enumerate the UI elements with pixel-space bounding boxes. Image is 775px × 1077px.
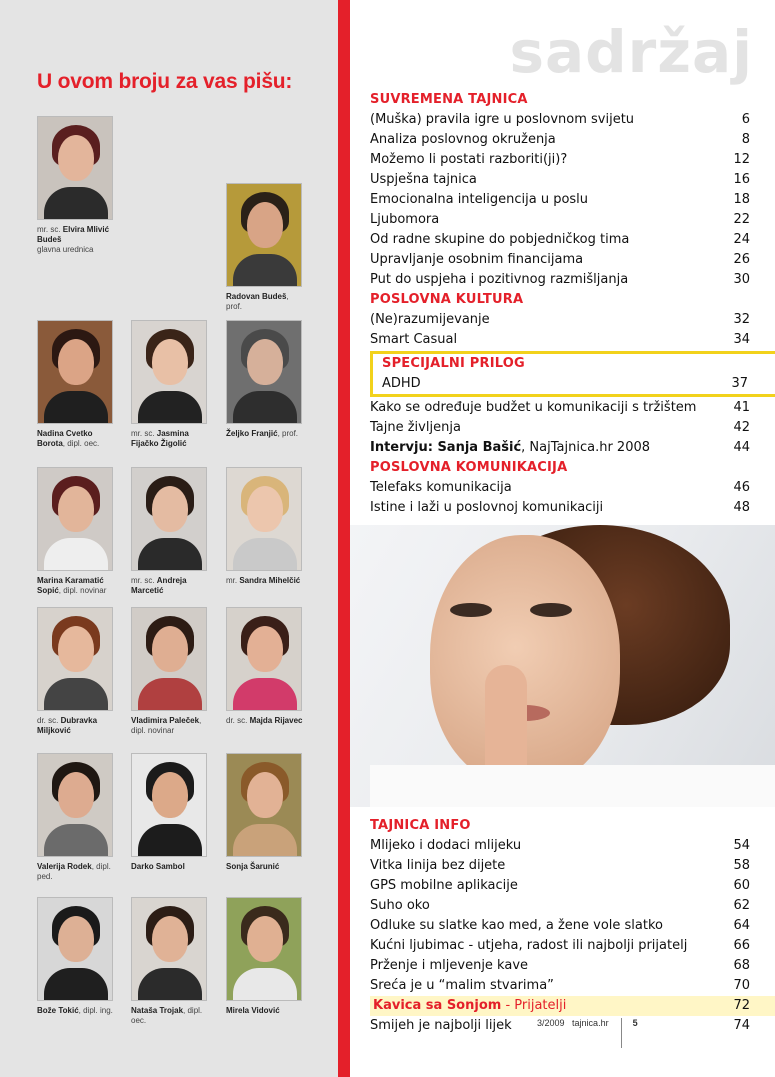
toc-entry[interactable]: (Ne)razumijevanje 32 [370, 312, 750, 327]
toc-entry[interactable]: Sreća je u “malim stvarima” 70 [370, 978, 750, 993]
toc-entry[interactable]: Prženje i mljevenje kave 68 [370, 958, 750, 973]
toc-entry[interactable]: Ljubomora 22 [370, 212, 750, 227]
toc-entry[interactable]: Suho oko 62 [370, 898, 750, 913]
contributor: dr. sc. Majda Rijavec [226, 607, 304, 726]
toc-entry[interactable]: Od radne skupine do pobjedničkog tima 24 [370, 232, 750, 247]
contributor-photo [131, 897, 207, 1001]
toc-entry[interactable]: Kućni ljubimac - utjeha, radost ili najbolji prijatelj 66 [370, 938, 750, 953]
contributor-photo [131, 467, 207, 571]
hero-photo-shush [350, 525, 775, 807]
section-title: TAJNICA INFO [370, 818, 471, 833]
contributor-photo [37, 320, 113, 424]
contributor: mr. sc. Elvira Mlivić Budeš glavna urednica [37, 116, 115, 255]
contributor: Sonja Šarunić [226, 753, 304, 872]
contributor: Mirela Vidović [226, 897, 304, 1016]
contributor-photo [226, 467, 302, 571]
toc-entry[interactable]: Tajne življenja 42 [370, 420, 750, 435]
contributor: mr. Sandra Mihelčić [226, 467, 304, 586]
contributor: Vladimira Paleček, dipl. novinar [131, 607, 209, 736]
toc-entry[interactable]: Uspješna tajnica 16 [370, 172, 750, 187]
contributor-photo [37, 607, 113, 711]
contributor-photo [131, 320, 207, 424]
contents-heading: sadržaj [509, 18, 753, 86]
toc-entry[interactable]: Emocionalna inteligencija u poslu 18 [370, 192, 750, 207]
contributor: Nataša Trojak, dipl. oec. [131, 897, 209, 1026]
contributor: Nadina Cvetko Borota, dipl. oec. [37, 320, 115, 449]
toc-entry[interactable]: Analiza poslovnog okruženja 8 [370, 132, 750, 147]
contributor-photo [226, 753, 302, 857]
toc-entry[interactable]: Put do uspjeha i pozitivnog razmišljanja 30 [370, 272, 750, 287]
page-footer [537, 1018, 638, 1048]
contributor: Željko Franjić, prof. [226, 320, 304, 439]
site-label: tajnica.hr [572, 1018, 609, 1028]
toc-entry[interactable]: Istine i laži u poslovnoj komunikaciji 48 [370, 500, 750, 515]
toc-entry[interactable]: Smijeh je najbolji lijek 74 [370, 1018, 750, 1033]
toc-entry-highlighted[interactable]: Kavica sa Sonjom - Prijatelji 72 [370, 996, 775, 1016]
toc-entry[interactable]: Vitka linija bez dijete 58 [370, 858, 750, 873]
contributor-photo [226, 607, 302, 711]
toc-entry[interactable]: (Muška) pravila igre u poslovnom svijetu 6 [370, 112, 750, 127]
toc-entry[interactable]: GPS mobilne aplikacije 60 [370, 878, 750, 893]
section-title: POSLOVNA KULTURA [370, 292, 524, 307]
contributor-photo [131, 753, 207, 857]
contributor-photo [37, 467, 113, 571]
toc-entry[interactable]: ADHD 37 [382, 376, 748, 391]
contributor-photo [37, 116, 113, 220]
contributor: mr. sc. Andreja Marcetić [131, 467, 209, 596]
toc-entry[interactable]: Kako se određuje budžet u komunikaciji s tržištem 41 [370, 400, 750, 415]
toc-entry[interactable]: Smart Casual 34 [370, 332, 750, 347]
contributor-photo [37, 753, 113, 857]
section-title: SUVREMENA TAJNICA [370, 92, 528, 107]
toc-entry[interactable]: Upravljanje osobnim financijama 26 [370, 252, 750, 267]
contributor-photo [226, 320, 302, 424]
contributor-photo [226, 897, 302, 1001]
contributor-photo [37, 897, 113, 1001]
section-title: POSLOVNA KOMUNIKACIJA [370, 460, 568, 475]
contributor: dr. sc. Dubravka Miljković [37, 607, 115, 736]
red-divider [338, 0, 350, 1077]
contributor: Darko Sambol [131, 753, 209, 872]
contributors-title: U ovom broju za vas pišu: [37, 70, 293, 93]
toc-block-2 [370, 398, 750, 518]
toc-entry[interactable]: Mlijeko i dodaci mlijeku 54 [370, 838, 750, 853]
contributor: Bože Tokić, dipl. ing. [37, 897, 115, 1016]
contributor: mr. sc. Jasmina Fijačko Žigolić [131, 320, 209, 449]
toc-block-3 [370, 816, 750, 1036]
contributor: Marina Karamatić Sopić, dipl. novinar [37, 467, 115, 596]
toc-block-1 [370, 90, 750, 350]
contributor-photo [131, 607, 207, 711]
toc-entry[interactable]: Odluke su slatke kao med, a žene vole slatko 64 [370, 918, 750, 933]
contributor-photo [226, 183, 302, 287]
contributor: Valerija Rodek, dipl. ped. [37, 753, 115, 882]
issue-label: 3/2009 [537, 1018, 565, 1028]
toc-entry[interactable]: Možemo li postati razboriti(ji)? 12 [370, 152, 750, 167]
toc-entry[interactable]: Telefaks komunikacija 46 [370, 480, 750, 495]
special-supplement-box [370, 351, 775, 397]
contributor: Radovan Budeš, prof. [226, 183, 304, 312]
toc-entry[interactable]: Intervju: Sanja Bašić, NajTajnica.hr 2008 44 [370, 440, 750, 455]
page-number: 5 [632, 1018, 638, 1028]
section-title: SPECIJALNI PRILOG [382, 356, 525, 371]
